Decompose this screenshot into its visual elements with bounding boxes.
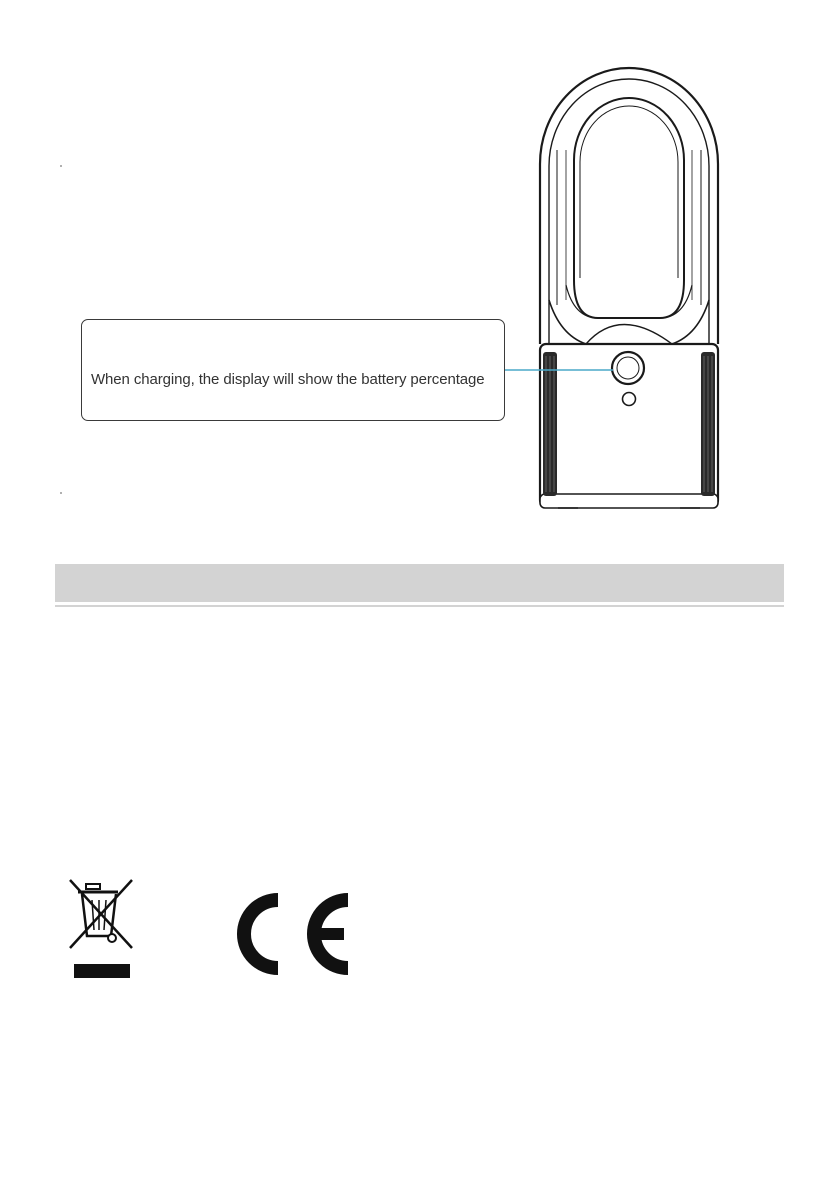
device-arch-inner [574,98,684,318]
fan-device-illustration [0,0,838,560]
margin-mark [60,492,62,494]
section-header-bar [55,564,784,602]
ce-mark-icon [222,886,352,982]
callout-text: When charging, the display will show the battery percentage [91,371,485,388]
section-divider [55,605,784,607]
callout-box [81,319,505,421]
power-button [623,393,636,406]
device-arch-outer [540,68,718,344]
margin-mark [60,165,62,167]
crossed-out-wheelie-bin-icon [66,878,138,982]
device-arch-inner-2 [580,106,678,278]
